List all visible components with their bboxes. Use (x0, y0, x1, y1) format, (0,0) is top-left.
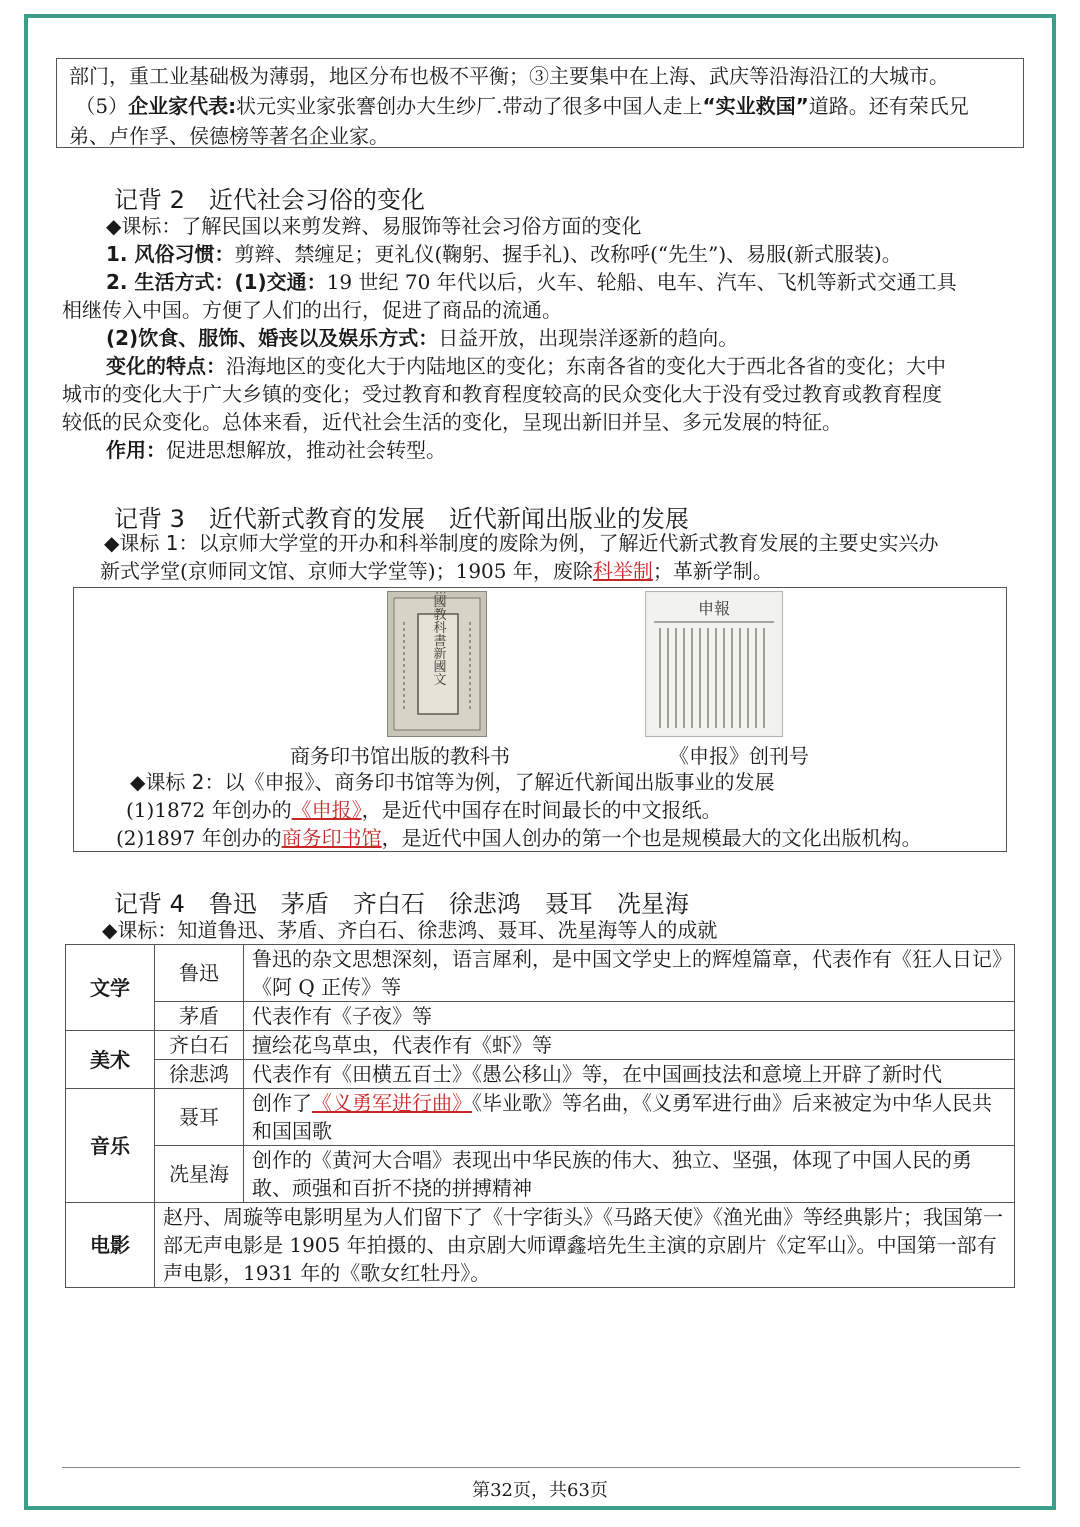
footer-divider (62, 1467, 1020, 1468)
table-row (66, 1031, 1015, 1060)
section4-heading: 记背 4 鲁迅 茅盾 齐白石 徐悲鸿 聂耳 冼星海 (114, 890, 689, 918)
shenbao-image (645, 591, 783, 737)
shenbao-caption: 《申报》创刊号 (669, 744, 809, 768)
xian-desc: 创作的《黄河大合唱》表现出中华民族的伟大、独立、坚强，体现了中国人民的勇敢、顽强和百折不挠的拼搏精神 (244, 1146, 1015, 1203)
shenbao-link[interactable]: 《申报》 (291, 798, 362, 822)
table-row (66, 1002, 1015, 1031)
keju-link[interactable]: 科举制 (592, 559, 653, 583)
section2-standard: ◆课标：了解民国以来剪发辫、易服饰等社会习俗方面的变化 (106, 214, 642, 238)
qibaishi-desc: 擅绘花鸟草虫，代表作有《虾》等 (244, 1031, 1015, 1060)
image-box (73, 587, 1007, 852)
customs-line: 1. 风俗习惯：剪辫、禁缠足；更礼仪(鞠躬、握手礼)、改称呼(“先生”)、易服(新式服装)。 (106, 242, 902, 266)
features-line-2: 城市的变化大于广大乡镇的变化；受过教育和教育程度较高的民众变化大于没有受过教育或教育程度 (62, 382, 942, 406)
category-film: 电影 (66, 1203, 155, 1288)
section3-standard-1: ◆课标 1：以京师大学堂的开办和科举制度的废除为例，了解近代新式教育发展的主要史实兴办 (104, 531, 939, 555)
features-line-1: 变化的特点：沿海地区的变化大于内陆地区的变化；东南各省的变化大于西北各省的变化；大中 (106, 354, 946, 378)
continuation-box (56, 58, 1024, 148)
table-row (66, 1089, 1015, 1146)
lifestyle-line: 2. 生活方式：(1)交通：19 世纪 70 年代以后，火车、轮船、电车、汽车、飞机等新式交通工具 (106, 270, 957, 294)
name-luxun: 鲁迅 (155, 945, 244, 1002)
commercial-press-item: (2)1897 年创办的商务印书馆，是近代中国人创办的第一个也是规模最大的文化出版机构。 (116, 826, 922, 850)
shenbao-masthead: 申報 (697, 599, 731, 618)
lifestyle-line-cont: 相继传入中国。方便了人们的出行，促进了商品的流通。 (62, 298, 562, 322)
name-maodun: 茅盾 (155, 1002, 244, 1031)
category-literature: 文学 (66, 945, 155, 1031)
shenbao-item: (1)1872 年创办的《申报》，是近代中国存在时间最长的中文报纸。 (126, 798, 722, 822)
name-xian: 冼星海 (155, 1146, 244, 1203)
textbook-caption: 商务印书馆出版的教科书 (290, 744, 510, 768)
table-row (66, 1203, 1015, 1288)
box-line-1: 部门，重工业基础极为薄弱，地区分布也极不平衡；③主要集中在上海、武庆等沿海沿江的大城市。 (69, 64, 949, 88)
figures-table (65, 944, 1015, 1288)
anthem-link[interactable]: 《义勇军进行曲》 (312, 1091, 472, 1115)
section3-line-2: 新式学堂(京师同文馆、京师大学堂等)；1905 年，废除科举制；革新学制。 (100, 559, 773, 583)
name-xubeihong: 徐悲鸿 (155, 1060, 244, 1089)
category-art: 美术 (66, 1031, 155, 1089)
page-number: 第32页，共63页 (472, 1480, 608, 1501)
box-line-2: （5）企业家代表:状元实业家张謇创办大生纱厂.带动了很多中国人走上“实业救国”道路。还有荣氏兄 (75, 94, 969, 118)
features-line-3: 较低的民众变化。总体来看，近代社会生活的变化，呈现出新旧并呈、多元发展的特征。 (62, 410, 842, 434)
effect-line: 作用：促进思想解放，推动社会转型。 (106, 438, 446, 462)
section4-standard: ◆课标：知道鲁迅、茅盾、齐白石、徐悲鸿、聂耳、冼星海等人的成就 (102, 918, 718, 942)
name-nieer: 聂耳 (155, 1089, 244, 1146)
xubeihong-desc: 代表作有《田横五百士》《愚公移山》等，在中国画技法和意境上开辟了新时代 (244, 1060, 1015, 1089)
luxun-desc: 鲁迅的杂文思想深刻，语言犀利，是中国文学史上的辉煌篇章，代表作有《狂人日记》《阿 Q 正传》等 (244, 945, 1015, 1002)
table-row (66, 1146, 1015, 1203)
film-desc: 赵丹、周璇等电影明星为人们留下了《十字街头》《马路天使》《渔光曲》等经典影片；我国第一部无声电影是 1905 年拍摄的、由京剧大师谭鑫培先生主演的京剧片《定军山》。中国第一部有声电影，1931 年的《歌女红牡丹》。 (155, 1203, 1015, 1288)
box-line-3: 弟、卢作孚、侯德榜等著名企业家。 (69, 124, 389, 148)
table-row (66, 945, 1015, 1002)
section3-standard-2: ◆课标 2：以《申报》、商务印书馆等为例，了解近代新闻出版事业的发展 (130, 770, 775, 794)
section3-heading: 记背 3 近代新式教育的发展 近代新闻出版业的发展 (114, 505, 689, 533)
category-music: 音乐 (66, 1089, 155, 1203)
diet-line: (2)饮食、服饰、婚丧以及娱乐方式：日益开放，出现崇洋逐新的趋向。 (106, 326, 739, 350)
nieer-desc: 创作了《义勇军进行曲》《毕业歌》等名曲，《义勇军进行曲》后来被定为中华人民共和国国歌 (244, 1089, 1015, 1146)
name-qibaishi: 齐白石 (155, 1031, 244, 1060)
textbook-cover-text: 共和國教科書新國文 (430, 592, 446, 686)
commercial-press-link[interactable]: 商务印书馆 (281, 826, 382, 850)
table-row (66, 1060, 1015, 1089)
section2-heading: 记背 2 近代社会习俗的变化 (114, 186, 425, 214)
maodun-desc: 代表作有《子夜》等 (244, 1002, 1015, 1031)
textbook-image (387, 591, 487, 737)
